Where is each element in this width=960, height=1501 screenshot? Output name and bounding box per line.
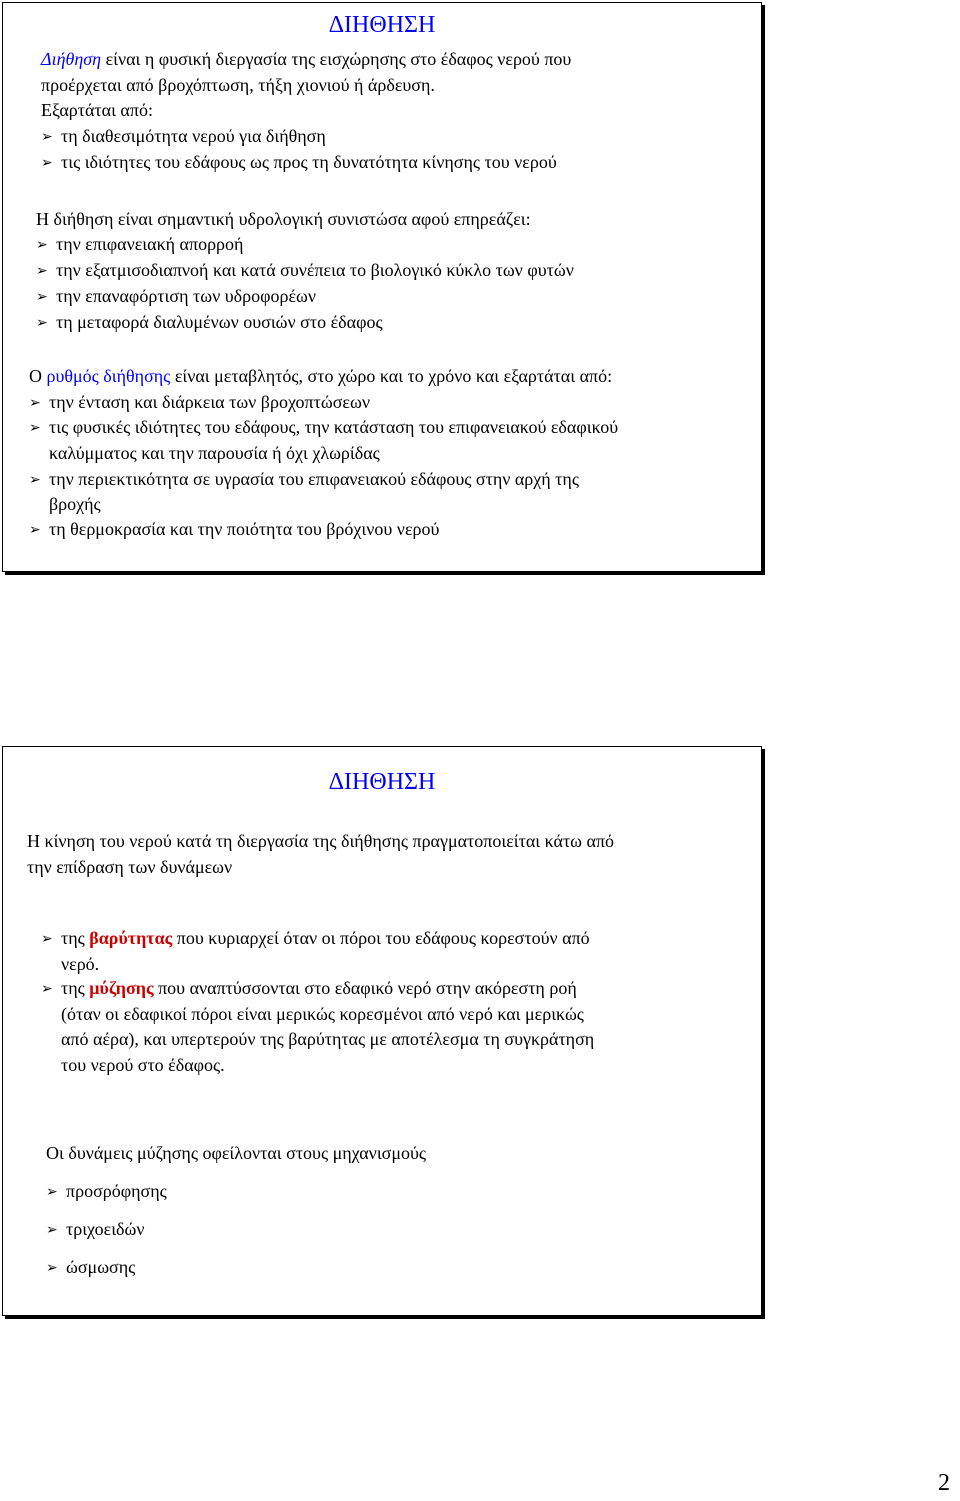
mechanism-item: ➢ ώσμωσης <box>46 1256 135 1280</box>
arrow-bullet-icon: ➢ <box>36 264 48 279</box>
depends-label: Εξαρτάται από: <box>41 100 153 120</box>
arrow-bullet-icon: ➢ <box>29 421 41 436</box>
importance-item: ➢ την εξατμισοδιαπνοή και κατά συνέπεια το βιολογικό κύκλο των φυτών <box>36 259 574 283</box>
arrow-bullet-icon: ➢ <box>41 156 53 171</box>
arrow-bullet-icon: ➢ <box>46 1223 58 1238</box>
arrow-bullet-icon: ➢ <box>46 1185 58 1200</box>
suction-item-continuation: του νερού στο έδαφος. <box>61 1055 225 1075</box>
movement-intro-line-1: Η κίνηση του νερού κατά τη διεργασία της διήθησης πραγματοποιείται κάτω από <box>27 831 615 851</box>
rate-item: ➢ την ένταση και διάρκεια των βροχοπτώσεων <box>29 391 370 415</box>
suction-item-continuation: (όταν οι εδαφικοί πόροι είναι μερικώς κορεσμένοι από νερό και μερικώς <box>61 1004 584 1024</box>
arrow-bullet-icon: ➢ <box>41 130 53 145</box>
arrow-bullet-icon: ➢ <box>46 1261 58 1276</box>
definition-line-1 <box>41 48 571 70</box>
depends-item: ➢ τις ιδιότητες του εδάφους ως προς τη δυνατότητα κίνησης του νερού <box>41 151 557 175</box>
rate-item: ➢ την περιεκτικότητα σε υγρασία του επιφανειακού εδάφους στην αρχή της <box>29 468 579 492</box>
rate-item: ➢ τη θερμοκρασία και την ποιότητα του βρόχινου νερού <box>29 518 439 542</box>
definition-text: είναι η φυσική διεργασία της εισχώρησης στο έδαφος νερού που <box>101 49 572 69</box>
importance-item: ➢ την επιφανειακή απορροή <box>36 233 243 257</box>
page-number: 2 <box>938 1470 950 1496</box>
gravity-item: ➢ της βαρύτητας που κυριαρχεί όταν οι πόροι του εδάφους κορεστούν από <box>41 927 590 951</box>
depends-item: ➢ τη διαθεσιμότητα νερού για διήθηση <box>41 125 326 149</box>
rate-item-continuation: βροχής <box>49 494 101 514</box>
slide-2-title: ΔΙΗΘΗΣΗ <box>328 769 436 795</box>
arrow-bullet-icon: ➢ <box>29 396 41 411</box>
importance-item: ➢ την επαναφόρτιση των υδροφορέων <box>36 285 316 309</box>
slide-2 <box>2 746 762 1316</box>
importance-item: ➢ τη μεταφορά διαλυμένων ουσιών στο έδαφος <box>36 311 383 335</box>
arrow-bullet-icon: ➢ <box>29 523 41 538</box>
rate-intro: Ο ρυθμός διήθησης είναι μεταβλητός, στο χώρο και το χρόνο και εξαρτάται από: <box>29 366 613 386</box>
definition-line-2: προέρχεται από βροχόπτωση, τήξη χιονιού ή άρδευση. <box>41 75 435 95</box>
gravity-term: βαρύτητας <box>89 928 173 948</box>
rate-term: ρυθμός διήθησης <box>46 366 171 386</box>
mechanism-item: ➢ προσρόφησης <box>46 1180 167 1204</box>
arrow-bullet-icon: ➢ <box>36 316 48 331</box>
arrow-bullet-icon: ➢ <box>41 982 53 997</box>
importance-intro: Η διήθηση είναι σημαντική υδρολογική συνιστώσα αφού επηρεάζει: <box>36 209 531 229</box>
slide-1-title: ΔΙΗΘΗΣΗ <box>328 12 436 38</box>
mechanism-item: ➢ τριχοειδών <box>46 1218 145 1242</box>
suction-term: μύζησης <box>89 978 154 998</box>
rate-item-continuation: καλύμματος και την παρουσία ή όχι χλωρίδας <box>49 443 380 463</box>
arrow-bullet-icon: ➢ <box>36 238 48 253</box>
suction-item: ➢ της μύζησης που αναπτύσσονται στο εδαφικό νερό στην ακόρεστη ροή <box>41 977 577 1001</box>
arrow-bullet-icon: ➢ <box>36 290 48 305</box>
arrow-bullet-icon: ➢ <box>41 932 53 947</box>
arrow-bullet-icon: ➢ <box>29 473 41 488</box>
movement-intro-line-2: την επίδραση των δυνάμεων <box>27 857 233 877</box>
gravity-item-continuation: νερό. <box>61 954 100 974</box>
slide-1 <box>2 2 762 572</box>
rate-item: ➢ τις φυσικές ιδιότητες του εδάφους, την κατάσταση του επιφανειακού εδαφικού <box>29 416 618 440</box>
mechanisms-intro: Οι δυνάμεις μύζησης οφείλονται στους μηχανισμούς <box>46 1143 427 1163</box>
suction-item-continuation: από αέρα), και υπερτερούν της βαρύτητας με αποτέλεσμα τη συγκράτηση <box>61 1029 595 1049</box>
definition-term: Διήθηση <box>41 49 102 69</box>
